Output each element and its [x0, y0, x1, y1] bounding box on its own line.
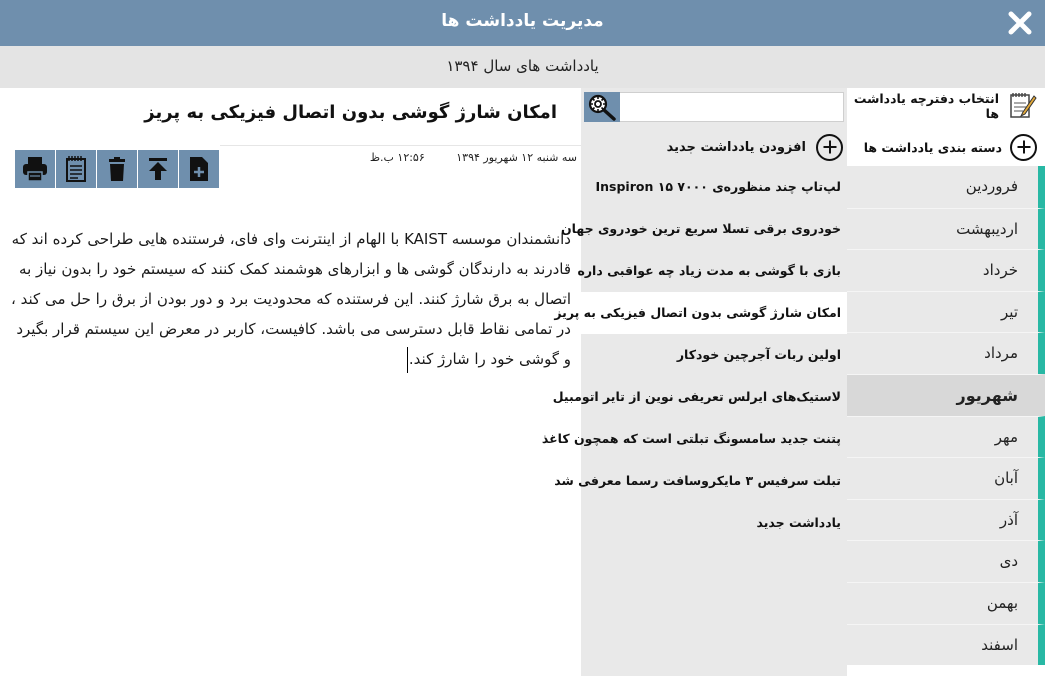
new-file-icon: [184, 154, 214, 184]
upload-icon: [143, 154, 173, 184]
month-item[interactable]: فروردین: [847, 166, 1045, 208]
month-item[interactable]: اسفند: [847, 624, 1045, 666]
text-caret: [407, 347, 408, 373]
note-list-item[interactable]: اولین ربات آجرچین خودکار: [676, 347, 841, 362]
month-list: [847, 166, 1045, 665]
month-item[interactable]: آبان: [847, 457, 1045, 499]
note-list-item[interactable]: لپ‌تاپ چند منظوره‌ی Inspiron ۱۵ ۷۰۰۰: [595, 179, 841, 194]
note-list-item[interactable]: بازی با گوشی به مدت زیاد چه عواقبی داره: [577, 263, 841, 278]
note-list-item[interactable]: لاستیک‌های ایرلس تعریفی نوین از تایر اتومبیل: [552, 389, 841, 404]
note-body-text: دانشمندان موسسه KAIST با الهام از اینترنت وای فای، فرستنده هایی طراحی کرده اند که قادرند به دارندگان گوشی ها و ابزارهای هوشمند کمک کنند که سیستم خود را بدون نیاز به اتصال به برق شارژ کنند. این فرستنده که محدودیت برد و دور بودن از برق را حل می کند ، در تمامی نقاط قابل دسترسی می باشد. کافیست، کاربر در معرض این سیستم قرار بگیرد و گوشی خود را شارژ کند.: [11, 230, 571, 368]
month-item[interactable]: اردیبهشت: [847, 208, 1045, 250]
notebook-icon: [1007, 90, 1037, 123]
title-divider: [220, 145, 581, 146]
note-list-item-selected[interactable]: امکان شارژ گوشی بدون اتصال فیزیکی به پریز: [581, 292, 847, 334]
months-sidebar: [847, 88, 1045, 676]
upload-button[interactable]: [138, 150, 178, 188]
note-title[interactable]: امکان شارژ گوشی بدون اتصال فیزیکی به پریز: [144, 102, 557, 123]
month-item[interactable]: بهمن: [847, 582, 1045, 624]
note-date: سه شنبه ۱۲ شهریور ۱۳۹۴: [456, 151, 577, 164]
select-notebook-button[interactable]: [847, 90, 1037, 122]
month-item[interactable]: مرداد: [847, 332, 1045, 374]
add-circle-icon: [816, 134, 843, 161]
note-time: ۱۲:۵۶ ب.ظ: [369, 151, 425, 164]
search-input[interactable]: [623, 93, 843, 121]
print-button[interactable]: [15, 150, 55, 188]
close-icon[interactable]: [1005, 8, 1035, 38]
note-list-item[interactable]: خودروی برقی تسلا سریع ترین خودروی جهان: [560, 221, 841, 236]
note-list-item[interactable]: پتنت جدید سامسونگ تبلتی است که همچون کاغذ: [541, 431, 841, 446]
note-datetime: [342, 151, 577, 164]
note-list-item[interactable]: یادداشت جدید: [756, 515, 841, 530]
notes-panel: [541, 88, 847, 676]
categorize-label: دسته بندی یادداشت ها: [863, 139, 1002, 155]
note-list-item[interactable]: تبلت سرفیس ۳ مایکروسافت رسما معرفی شد: [554, 473, 841, 488]
month-item[interactable]: دی: [847, 540, 1045, 582]
month-item[interactable]: آذر: [847, 499, 1045, 541]
note-editor: [0, 88, 581, 676]
month-item[interactable]: مهر: [847, 416, 1045, 458]
search-button[interactable]: [584, 92, 620, 122]
month-item[interactable]: خرداد: [847, 249, 1045, 291]
trash-icon: [102, 154, 132, 184]
add-note-button[interactable]: [667, 132, 843, 162]
add-note-label: افزودن یادداشت جدید: [666, 139, 806, 155]
select-notebook-label: انتخاب دفترچه یادداشت ها: [853, 91, 999, 121]
notes-list: [541, 166, 847, 544]
window-title: مدیریت یادداشت ها: [441, 11, 604, 31]
month-item-selected[interactable]: شهریور: [847, 374, 1045, 416]
year-title: یادداشت های سال ۱۳۹۴: [446, 57, 599, 75]
delete-button[interactable]: [97, 150, 137, 188]
add-circle-icon: [1010, 134, 1037, 161]
month-item[interactable]: تیر: [847, 291, 1045, 333]
note-body-editor[interactable]: [6, 224, 571, 374]
notes-button[interactable]: [56, 150, 96, 188]
categorize-button[interactable]: [864, 131, 1037, 163]
notes-icon: [61, 154, 91, 184]
year-bar: [0, 46, 1045, 88]
new-file-button[interactable]: [179, 150, 219, 188]
editor-toolbar: [15, 150, 220, 188]
search-settings-icon: [586, 93, 618, 121]
print-icon: [20, 154, 50, 184]
title-bar: [0, 0, 1045, 46]
